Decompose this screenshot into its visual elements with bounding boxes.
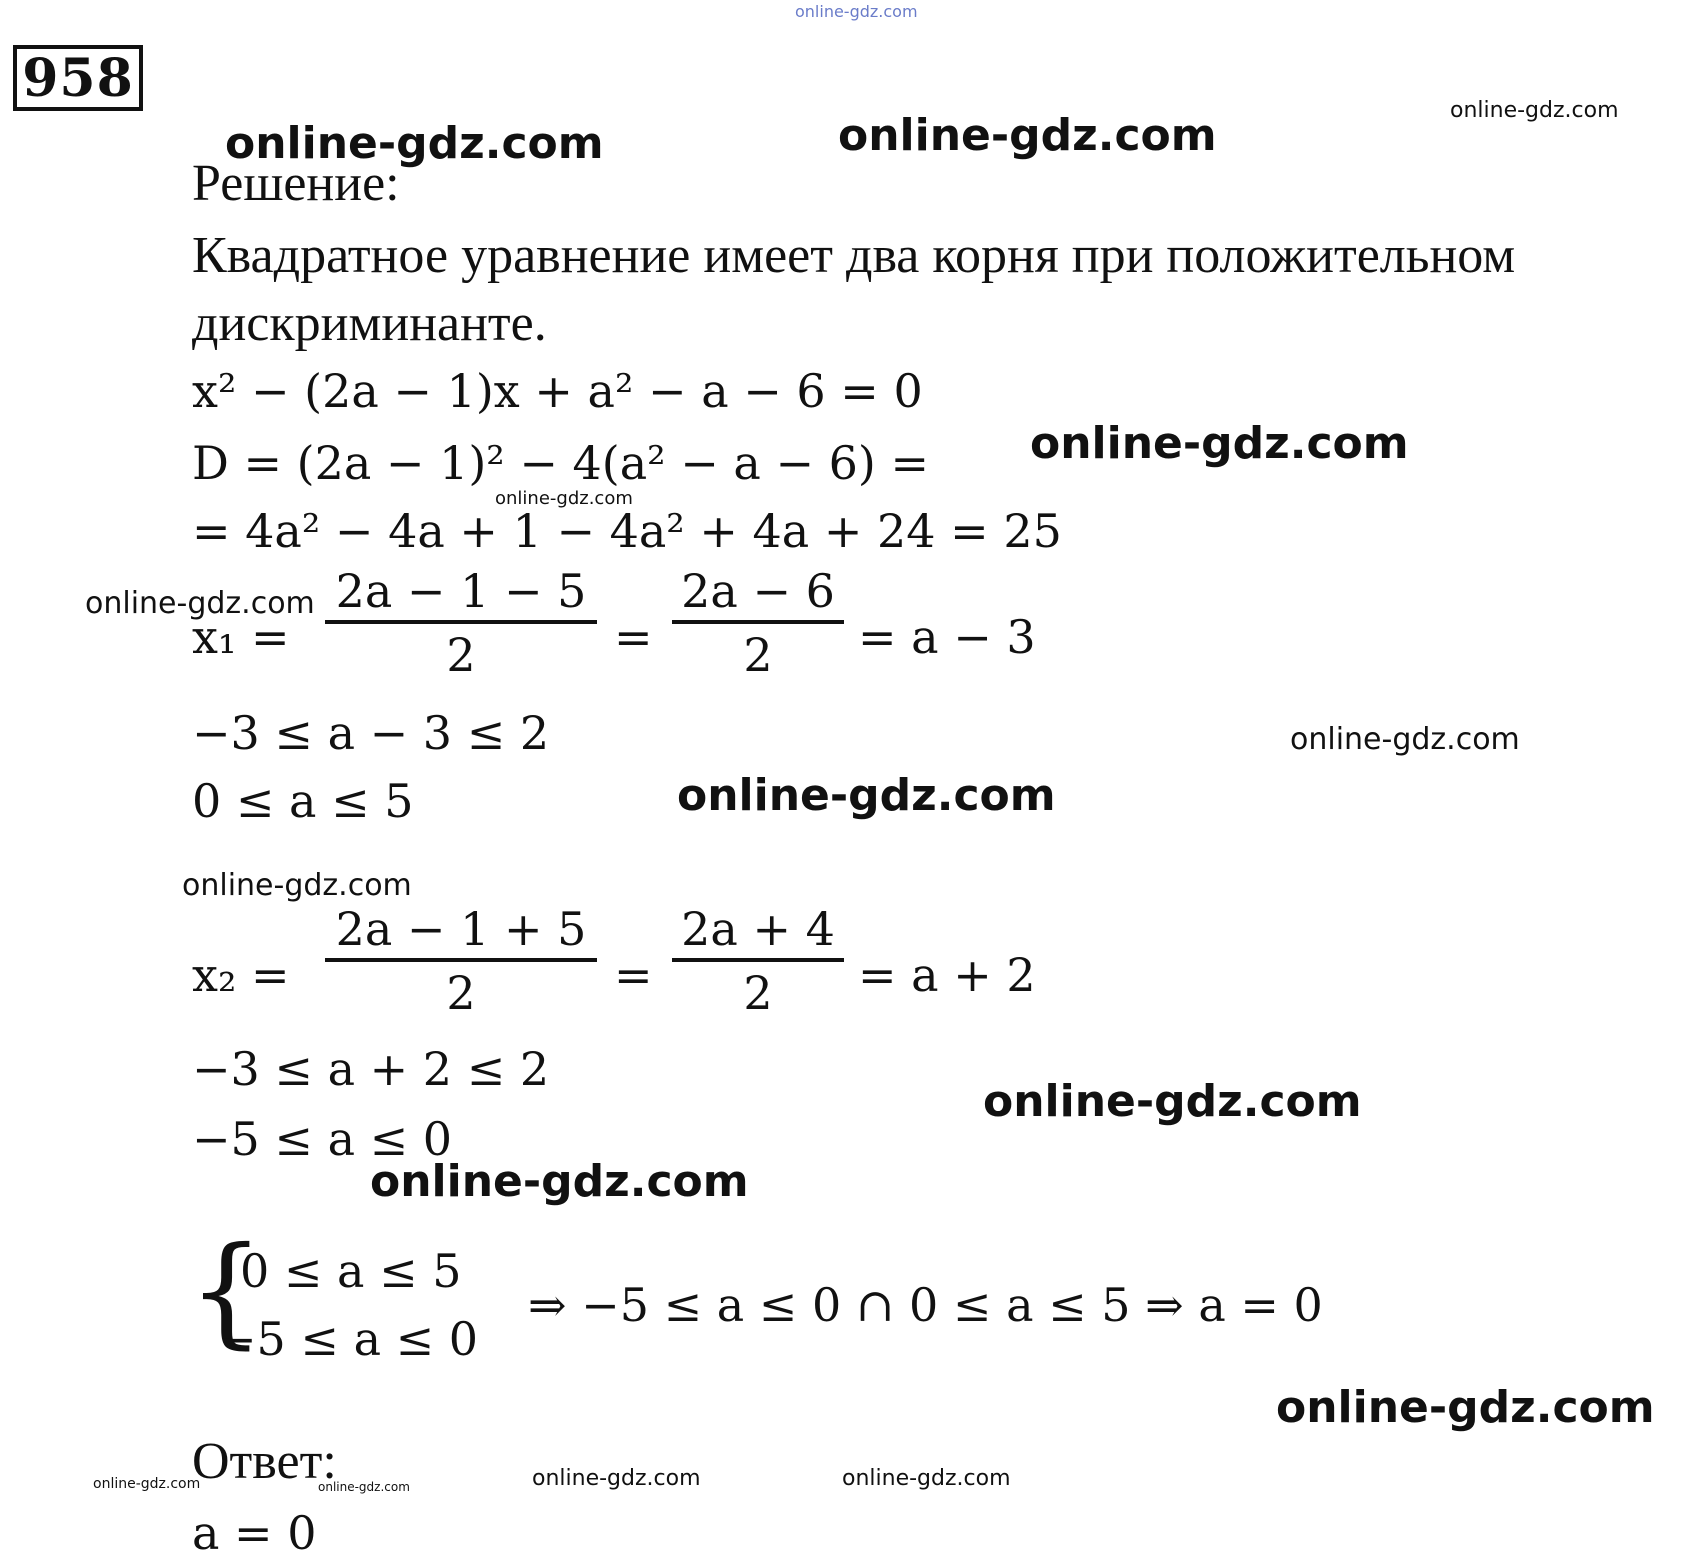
x2-inequality-2: −5 ≤ a ≤ 0 — [192, 1112, 453, 1166]
watermark: online-gdz.com — [182, 868, 412, 903]
fraction-bar — [672, 958, 844, 962]
watermark: online-gdz.com — [93, 1476, 201, 1492]
fraction-bar — [672, 620, 844, 624]
x2-fraction-1-numerator: 2a − 1 + 5 — [335, 902, 587, 956]
equation-discriminant-expanded: = 4a² − 4a + 1 − 4a² + 4a + 24 = 25 — [192, 504, 1062, 558]
answer-value: a = 0 — [192, 1506, 317, 1560]
x1-rhs: = a − 3 — [858, 610, 1036, 664]
x1-fraction-1 — [325, 564, 597, 682]
watermark: online-gdz.com — [983, 1076, 1362, 1127]
watermark: online-gdz.com — [842, 1466, 1011, 1491]
watermark: online-gdz.com — [318, 1480, 410, 1494]
watermark: online-gdz.com — [85, 586, 315, 621]
x1-fraction-1-denominator: 2 — [446, 628, 476, 682]
x2-lhs: x₂ = — [192, 948, 290, 1002]
fraction-bar — [325, 620, 597, 624]
x2-fraction-1-denominator: 2 — [446, 966, 476, 1020]
x2-fraction-2 — [672, 902, 844, 1020]
intro-line-1: Квадратное уравнение имеет два корня при положительном — [192, 227, 1516, 284]
watermark: online-gdz.com — [1276, 1382, 1655, 1433]
watermark: online-gdz.com — [677, 770, 1056, 821]
watermark: online-gdz.com — [1290, 722, 1520, 757]
x2-fraction-2-denominator: 2 — [743, 966, 773, 1020]
system-line-1: 0 ≤ a ≤ 5 — [240, 1244, 462, 1298]
watermark: online-gdz.com — [495, 488, 633, 509]
watermark: online-gdz.com — [225, 118, 604, 169]
solution-heading: Решение: — [192, 155, 400, 212]
x2-inequality-1: −3 ≤ a + 2 ≤ 2 — [192, 1042, 550, 1096]
watermark: online-gdz.com — [795, 2, 918, 21]
intro-line-2: дискриминанте. — [192, 295, 547, 352]
x1-equals: = — [614, 610, 653, 664]
x2-rhs: = a + 2 — [858, 948, 1036, 1002]
x2-fraction-2-numerator: 2a + 4 — [681, 902, 835, 956]
x1-fraction-2-numerator: 2a − 6 — [681, 564, 835, 618]
system-line-2: −5 ≤ a ≤ 0 — [218, 1312, 479, 1366]
watermark: online-gdz.com — [532, 1466, 701, 1491]
x1-inequality-1: −3 ≤ a − 3 ≤ 2 — [192, 706, 550, 760]
fraction-bar — [325, 958, 597, 962]
answer-heading: Ответ: — [192, 1433, 337, 1490]
watermark: online-gdz.com — [370, 1156, 749, 1207]
x2-fraction-1 — [325, 902, 597, 1020]
x1-fraction-1-numerator: 2a − 1 − 5 — [335, 564, 587, 618]
x2-equals: = — [614, 948, 653, 1002]
system-brace-icon: { — [188, 1222, 265, 1361]
watermark: online-gdz.com — [1030, 418, 1409, 469]
x1-fraction-2 — [672, 564, 844, 682]
x1-fraction-2-denominator: 2 — [743, 628, 773, 682]
system-result: ⇒ −5 ≤ a ≤ 0 ∩ 0 ≤ a ≤ 5 ⇒ a = 0 — [528, 1278, 1323, 1332]
watermark: online-gdz.com — [838, 110, 1217, 161]
x1-lhs: x₁ = — [192, 610, 290, 664]
x1-inequality-2: 0 ≤ a ≤ 5 — [192, 774, 414, 828]
equation-quadratic: x² − (2a − 1)x + a² − a − 6 = 0 — [192, 364, 923, 418]
problem-number: 958 — [13, 45, 143, 111]
equation-discriminant: D = (2a − 1)² − 4(a² − a − 6) = — [192, 436, 929, 490]
watermark: online-gdz.com — [1450, 98, 1619, 123]
